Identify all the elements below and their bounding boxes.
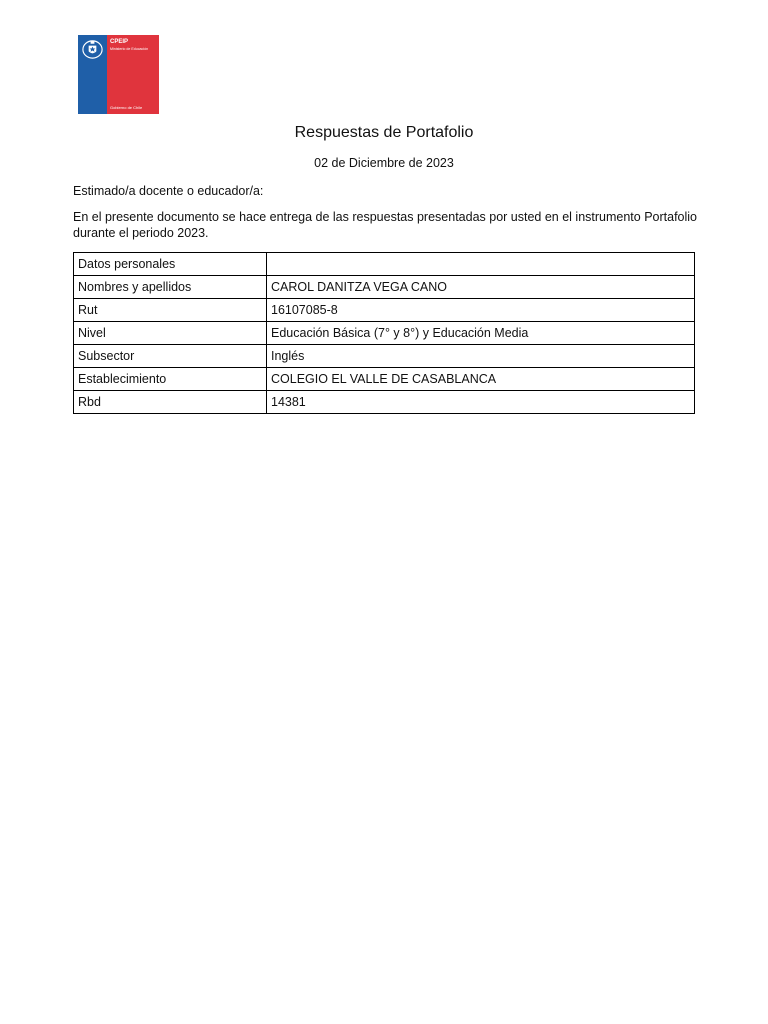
cpeip-logo	[78, 35, 159, 114]
table-row	[74, 322, 695, 345]
intro-paragraph: En el presente documento se hace entrega de las respuestas presentadas por usted en el instrumento Portafolio durante el periodo 2023.	[73, 210, 697, 240]
row-label: Establecimiento	[74, 368, 267, 391]
row-label: Nivel	[74, 322, 267, 345]
document-date: 02 de Diciembre de 2023	[314, 156, 454, 170]
table-row	[74, 368, 695, 391]
logo-government: Gobierno de Chile	[110, 105, 143, 110]
logo-red-panel	[107, 35, 159, 114]
row-value: 14381	[267, 391, 695, 414]
greeting: Estimado/a docente o educador/a:	[73, 184, 264, 198]
row-label: Nombres y apellidos	[74, 276, 267, 299]
logo-blue-panel	[78, 35, 107, 114]
row-label: Datos personales	[74, 253, 267, 276]
table-row	[74, 276, 695, 299]
row-label: Rut	[74, 299, 267, 322]
row-label: Rbd	[74, 391, 267, 414]
row-value: COLEGIO EL VALLE DE CASABLANCA	[267, 368, 695, 391]
document-title: Respuestas de Portafolio	[294, 124, 474, 141]
table-row	[74, 391, 695, 414]
row-value: 16107085-8	[267, 299, 695, 322]
table-row	[74, 345, 695, 368]
personal-data-table	[73, 252, 695, 414]
row-value: CAROL DANITZA VEGA CANO	[267, 276, 695, 299]
row-value	[267, 253, 695, 276]
row-label: Subsector	[74, 345, 267, 368]
logo-brand: CPEIP	[110, 39, 129, 45]
logo-ministry: Ministerio de Educación	[110, 47, 149, 51]
row-value: Inglés	[267, 345, 695, 368]
coat-of-arms-icon	[81, 38, 104, 61]
row-value: Educación Básica (7° y 8°) y Educación Media	[267, 322, 695, 345]
table-row	[74, 299, 695, 322]
table-row	[74, 253, 695, 276]
